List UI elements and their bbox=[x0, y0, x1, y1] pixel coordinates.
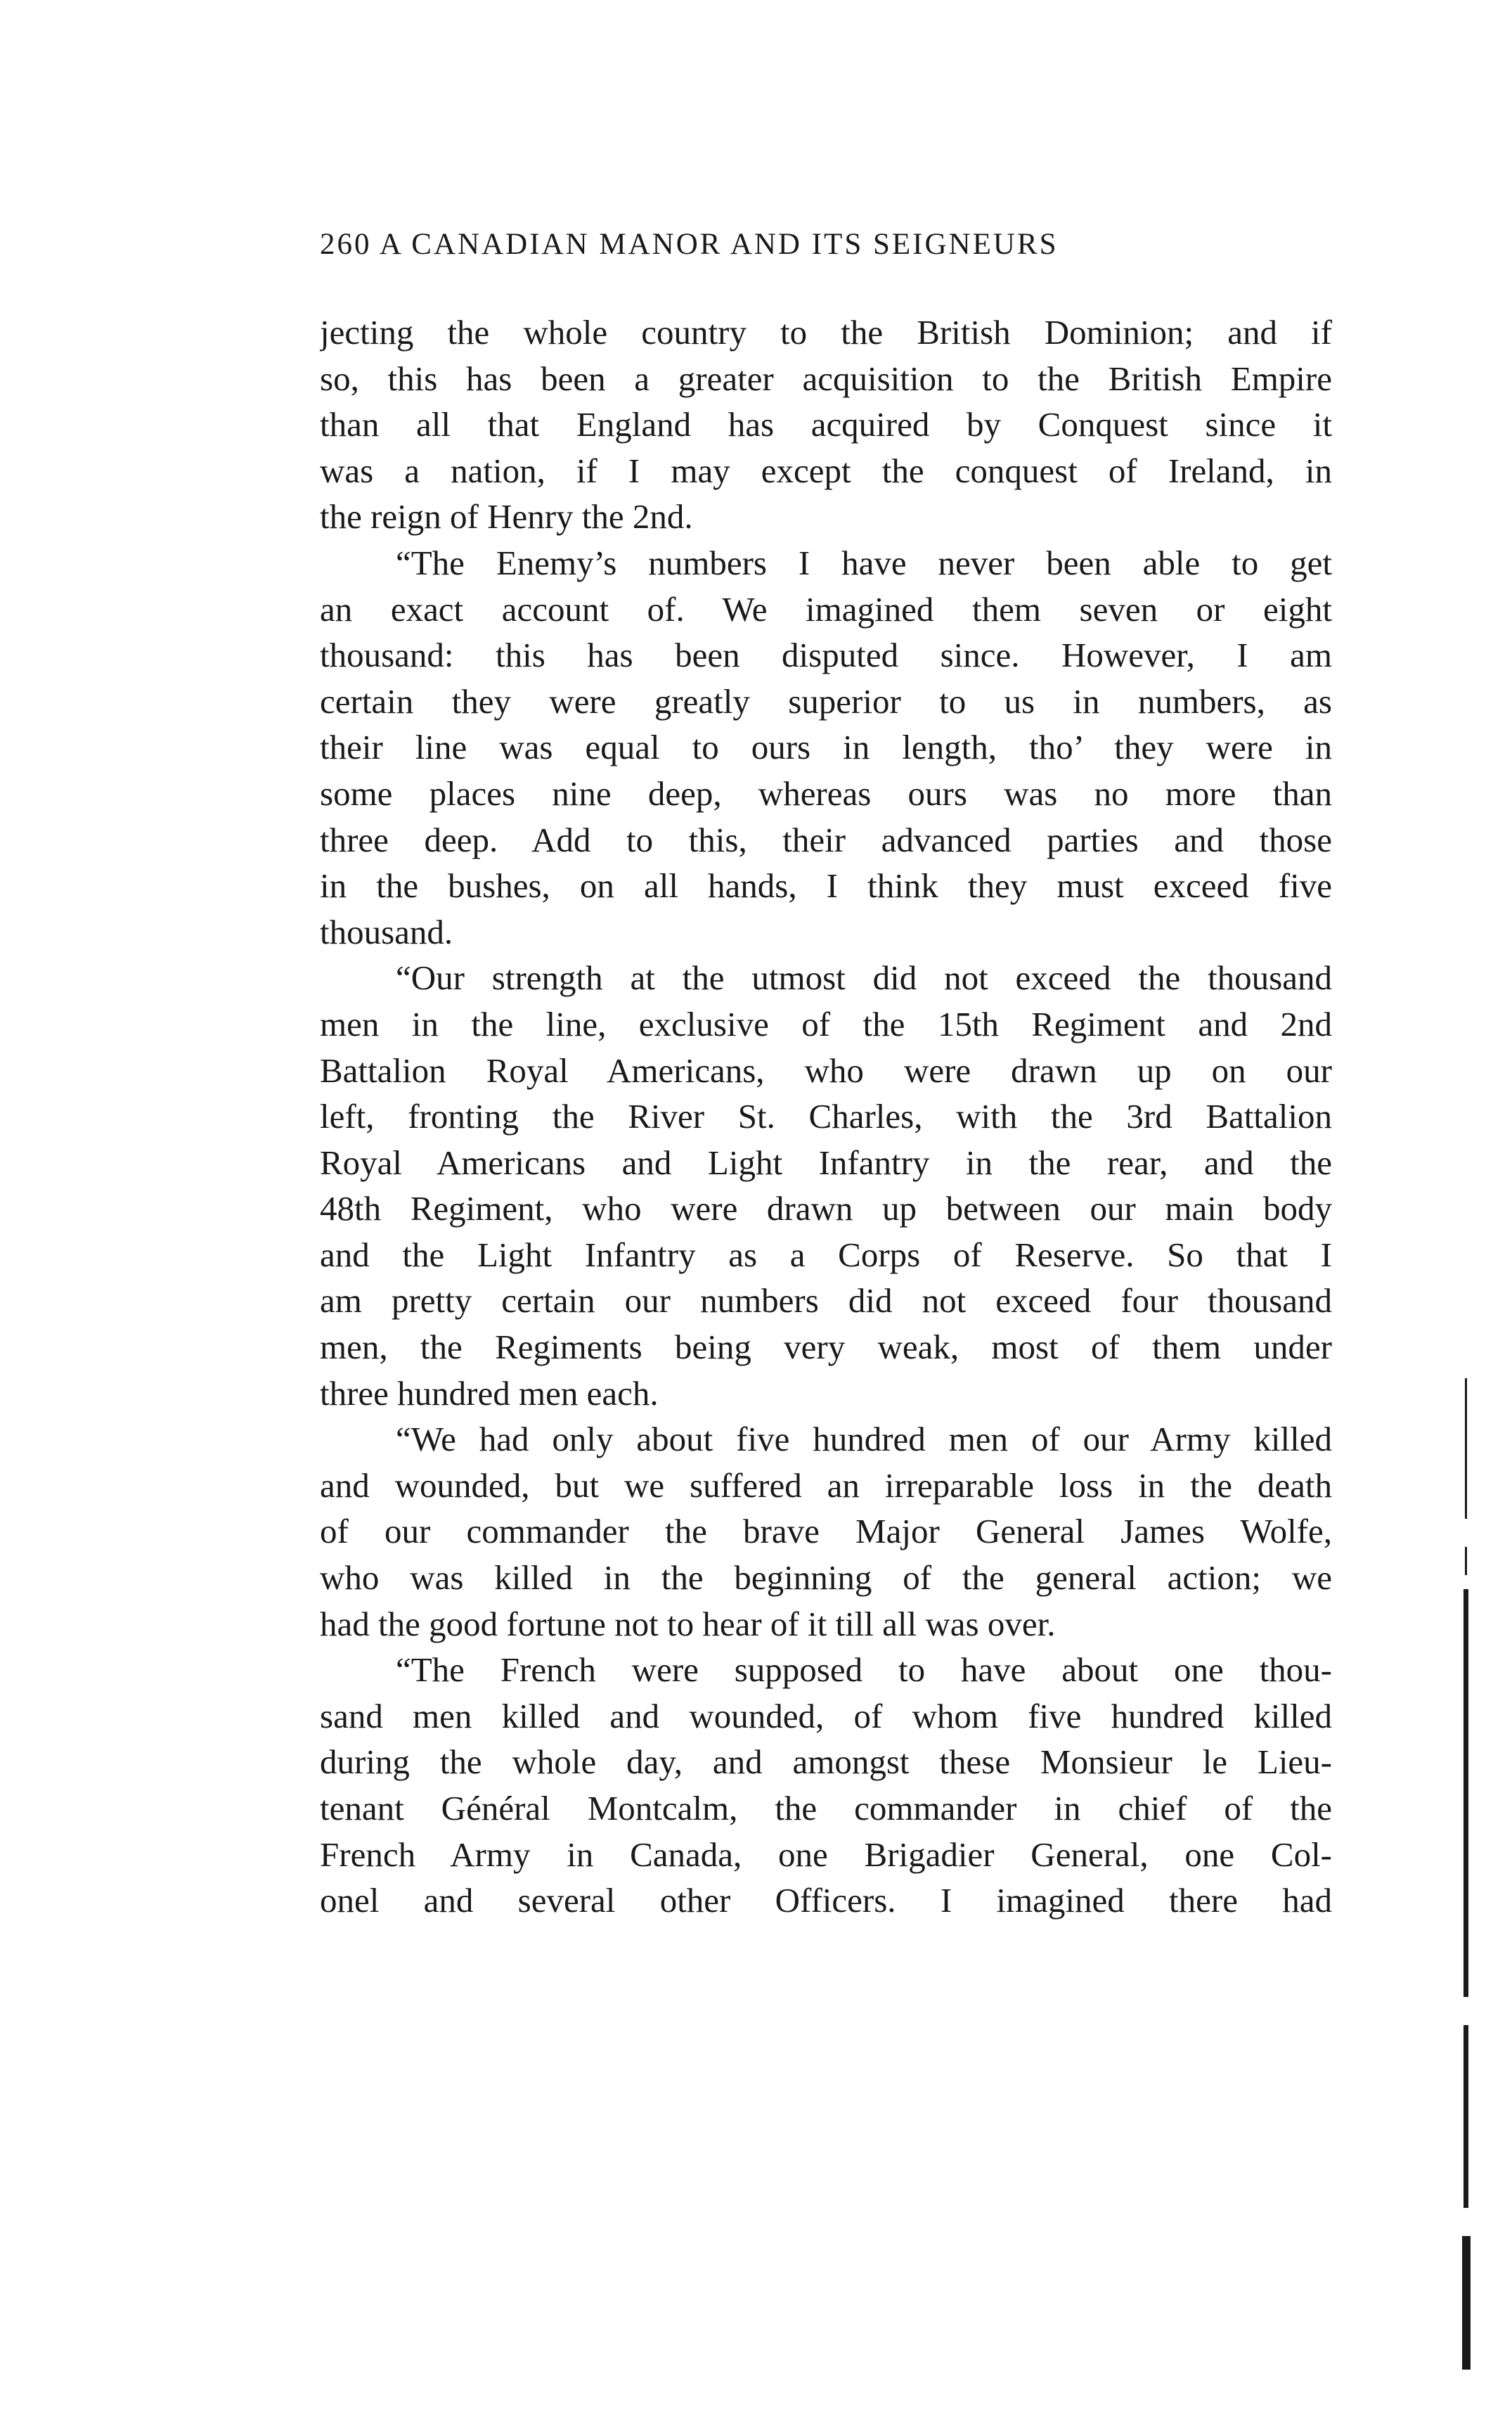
text-line: during the whole day, and amongst these Monsieur le Lieu- bbox=[320, 1742, 1332, 1782]
gutter-scan-mark bbox=[1462, 2236, 1471, 2370]
text-line: of our commander the brave Major General James Wolfe, bbox=[320, 1512, 1332, 1551]
gutter-scan-mark bbox=[1463, 1589, 1468, 1997]
text-line: was a nation, if I may except the conquest of Ireland, in bbox=[320, 451, 1332, 490]
paragraph-start-line: “The French were supposed to have about one thou- bbox=[396, 1650, 1332, 1690]
text-line: onel and several other Officers. I imagined there had bbox=[320, 1881, 1332, 1920]
text-line: had the good fortune not to hear of it till all was over. bbox=[320, 1604, 1056, 1643]
paragraph-start-line: “We had only about five hundred men of our Army killed bbox=[396, 1420, 1332, 1459]
text-line: men in the line, exclusive of the 15th Regiment and 2nd bbox=[320, 1004, 1332, 1043]
text-line: sand men killed and wounded, of whom five hundred killed bbox=[320, 1696, 1332, 1735]
text-line: thousand. bbox=[320, 912, 453, 951]
gutter-scan-mark bbox=[1465, 1378, 1467, 1519]
text-line: in the bushes, on all hands, I think they must exceed five bbox=[320, 866, 1332, 906]
text-line: and the Light Infantry as a Corps of Reserve. So that I bbox=[320, 1235, 1332, 1274]
text-line: 48th Regiment, who were drawn up between our main body bbox=[320, 1189, 1332, 1228]
text-line: so, this has been a greater acquisition to the British Empire bbox=[320, 359, 1332, 398]
text-line: an exact account of. We imagined them seven or eight bbox=[320, 589, 1332, 629]
text-line: Royal Americans and Light Infantry in the rear, and the bbox=[320, 1143, 1332, 1182]
text-line: who was killed in the beginning of the general action; we bbox=[320, 1558, 1332, 1598]
paragraph-start-line: “The Enemy’s numbers I have never been able to get bbox=[396, 543, 1332, 582]
text-line: French Army in Canada, one Brigadier General, one Col- bbox=[320, 1835, 1332, 1874]
paragraph-start-line: “Our strength at the utmost did not exceed the thousand bbox=[396, 958, 1332, 998]
text-line: tenant Général Montcalm, the commander in chief of the bbox=[320, 1789, 1332, 1827]
text-line: men, the Regiments being very weak, most of them under bbox=[320, 1328, 1332, 1367]
gutter-scan-mark bbox=[1465, 1547, 1467, 1575]
text-line: than all that England has acquired by Conquest since it bbox=[320, 405, 1332, 444]
text-line: thousand: this has been disputed since. However, I am bbox=[320, 636, 1332, 675]
text-line: the reign of Henry the 2nd. bbox=[320, 497, 693, 537]
running-head: 260 A CANADIAN MANOR AND ITS SEIGNEURS bbox=[320, 228, 1059, 261]
text-line: jecting the whole country to the British Dominion; and if bbox=[320, 313, 1332, 352]
body-text bbox=[320, 309, 1332, 1924]
text-line: their line was equal to ours in length, tho’ they were in bbox=[320, 728, 1332, 767]
text-line: left, fronting the River St. Charles, with the 3rd Battalion bbox=[320, 1097, 1332, 1136]
text-line: three deep. Add to this, their advanced parties and those bbox=[320, 820, 1332, 859]
text-line: am pretty certain our numbers did not exceed four thousand bbox=[320, 1281, 1332, 1321]
text-line: certain they were greatly superior to us in numbers, as bbox=[320, 681, 1332, 721]
text-line: Battalion Royal Americans, who were drawn up on our bbox=[320, 1051, 1332, 1090]
text-line: and wounded, but we suffered an irreparable loss in the death bbox=[320, 1465, 1332, 1505]
text-line: three hundred men each. bbox=[320, 1373, 659, 1413]
text-line: some places nine deep, whereas ours was no more than bbox=[320, 773, 1332, 813]
gutter-scan-mark bbox=[1463, 2025, 1468, 2208]
